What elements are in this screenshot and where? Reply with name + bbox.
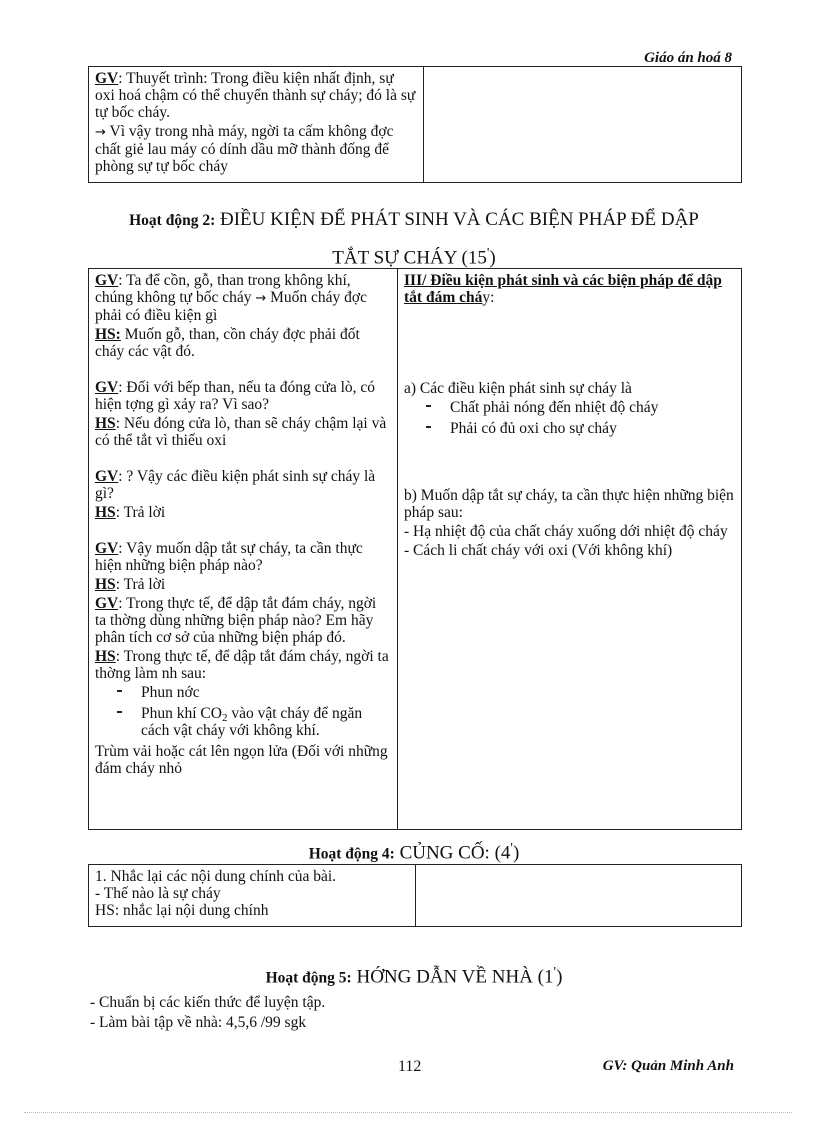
hs-label: HS (95, 504, 116, 521)
activity-2-heading (88, 208, 740, 271)
review-line-2: - Thế nào là sự cháy (95, 885, 221, 902)
conditions-title: a) Các điều kiện phát sinh sự cháy là (404, 380, 632, 397)
author-signature: GV: Quản Minh Anh (602, 1058, 734, 1074)
extinguish-methods-list (95, 684, 391, 739)
activity-5-label: Hoạt động 5: (265, 969, 352, 987)
hs-label: HS (95, 415, 116, 432)
arrow-icon: → (95, 125, 106, 140)
activity-2-title-line1: ĐIỀU KIỆN ĐỂ PHÁT SINH VÀ CÁC BIỆN PHÁP ĐỂ DẬP (215, 209, 699, 230)
activity-2-title-line2: TẮT SỰ CHÁY (15 (332, 247, 487, 269)
teacher-question-2 (95, 379, 391, 413)
hs-label: HS: (95, 326, 121, 343)
activity-5-end: ) (556, 966, 563, 988)
measure-1: - Hạ nhiệt độ của chất cháy xuống dới nhiệt độ cháy (404, 523, 728, 540)
measures-title: b) Muốn dập tắt sự cháy, ta cần thực hiện những biện pháp sau: (404, 487, 734, 521)
student-answer-1 (95, 326, 391, 360)
homework-line-1: - Chuẩn bị các kiến thức để luyện tập. (90, 994, 326, 1011)
gv-text: : Thuyết trình: Trong điều kiện nhất định, sự oxi hoá chậm có thể chuyển thành sự cháy; đó là sự tự bốc cháy. (95, 70, 416, 121)
hs-text: : Trả lời (115, 576, 166, 593)
gv-text: : Vậy muốn dập tắt sự cháy, ta cần thực hiện những biện pháp nào? (95, 540, 363, 574)
student-answer-5 (95, 648, 391, 682)
gv-text: : Ta để cồn, gỗ, than trong không khí, chúng không tự bốc cháy (95, 272, 351, 306)
hs-text: Muốn gỗ, than, cồn cháy đợc phải đốt cháy các vật đó. (95, 326, 360, 360)
review-line-1: 1. Nhắc lại các nội dung chính của bài. (95, 868, 337, 885)
section-heading-underlined: III/ Điều kiện phát sinh và các biện pháp để dập tắt đám chá (404, 272, 722, 306)
page-number: 112 (398, 1058, 422, 1075)
top-right-cell (424, 67, 742, 183)
activity-2-heading-line2 (88, 241, 740, 271)
activity-4-table (88, 864, 742, 927)
activity-4-right-cell (416, 865, 742, 927)
activity-5-title: HỚNG DẪN VỀ NHÀ (1 (351, 966, 554, 988)
activity-2-title-end: ) (489, 247, 496, 269)
section-heading (404, 272, 735, 306)
hs-text: : Nếu đóng cửa lò, than sẽ cháy chậm lại và có thể tắt vì thiếu oxi (95, 415, 387, 449)
activity-2-left-cell (89, 269, 398, 830)
list-item: Chất phải nóng đến nhiệt độ cháy (424, 399, 735, 416)
activity-4-heading (88, 836, 740, 867)
last-method-text: Trùm vải hoặc cát lên ngọn lửa (Đối với những đám cháy nhỏ (95, 743, 388, 777)
teacher-question-4 (95, 540, 391, 574)
gv-text: : Trong thực tế, để dập tắt đám cháy, ngời ta thờng dùng những biện pháp nào? Em hãy phân tích cơ sở của những biện pháp đó. (95, 595, 377, 646)
arrow-paragraph-text: Vì vậy trong nhà máy, ngời ta cấm không đợc chất giẻ lau máy có dính dầu mỡ thành đống để phòng sự tự bốc cháy (95, 123, 394, 175)
activity-5-heading (88, 960, 740, 991)
top-left-cell (89, 67, 424, 183)
gv-label: GV (95, 70, 119, 87)
hs-label: HS (95, 648, 116, 665)
section-heading-tail: y: (482, 289, 495, 306)
arrow-paragraph (95, 123, 417, 175)
top-continuation-table (88, 66, 742, 183)
activity-5-sup: ' (553, 964, 557, 980)
document-header-title: Giáo án hoá 8 (644, 50, 732, 66)
teacher-question-5 (95, 595, 391, 646)
student-answer-3 (95, 504, 391, 521)
arrow-icon: → (255, 291, 267, 306)
hs-text: : Trả lời (115, 504, 166, 521)
gv-text-continued: Muốn cháy đợc phải có điều kiện gì (95, 289, 368, 324)
page-bottom-rule (24, 1112, 792, 1113)
student-answer-2 (95, 415, 391, 449)
hs-label: HS (95, 576, 116, 593)
activity-4-title: CỦNG CỐ: (4 (394, 842, 511, 864)
co2-subscript: 2 (221, 712, 228, 724)
homework-line-2: - Làm bài tập về nhà: 4,5,6 /99 sgk (90, 1014, 307, 1031)
measure-2: - Cách li chất cháy với oxi (Với không khí) (404, 542, 673, 559)
gv-label: GV (95, 468, 119, 485)
conditions-list (404, 399, 735, 437)
list-item: Phun nớc (115, 684, 391, 701)
gv-label: GV (95, 540, 119, 557)
gv-text: : Đối với bếp than, nếu ta đóng cửa lò, có hiện tợng gì xảy ra? Vì sao? (95, 379, 376, 413)
gv-paragraph (95, 70, 417, 121)
gv-label: GV (95, 272, 119, 289)
gv-text: : ? Vậy các điều kiện phát sinh sự cháy là gì? (95, 468, 376, 502)
teacher-question-3 (95, 468, 391, 502)
gv-label: GV (95, 379, 119, 396)
list-item: Phun khí $CO_2$ vào vật cháy để ngăn cách vật cháy với không khí. (115, 705, 391, 739)
review-line-3: HS: nhắc lại nội dung chính (95, 902, 269, 919)
activity-2-heading-line1 (88, 208, 740, 233)
activity-2-title-sup: ' (486, 245, 490, 261)
gv-label: GV (95, 595, 119, 612)
activity-2-label: Hoạt động 2: (129, 212, 216, 229)
list-item: Phải có đủ oxi cho sự cháy (424, 420, 735, 437)
activity-4-label: Hoạt động 4: (308, 845, 395, 863)
activity-2-table (88, 268, 742, 830)
activity-2-right-cell (398, 269, 742, 830)
hs-text: : Trong thực tế, để dập tắt đám cháy, ngời ta thờng làm nh sau: (95, 648, 389, 682)
student-answer-4 (95, 576, 391, 593)
activity-4-left-cell (89, 865, 416, 927)
teacher-question-1 (95, 272, 391, 324)
activity-4-sup: ' (510, 840, 513, 856)
activity-4-end: ) (512, 842, 520, 864)
